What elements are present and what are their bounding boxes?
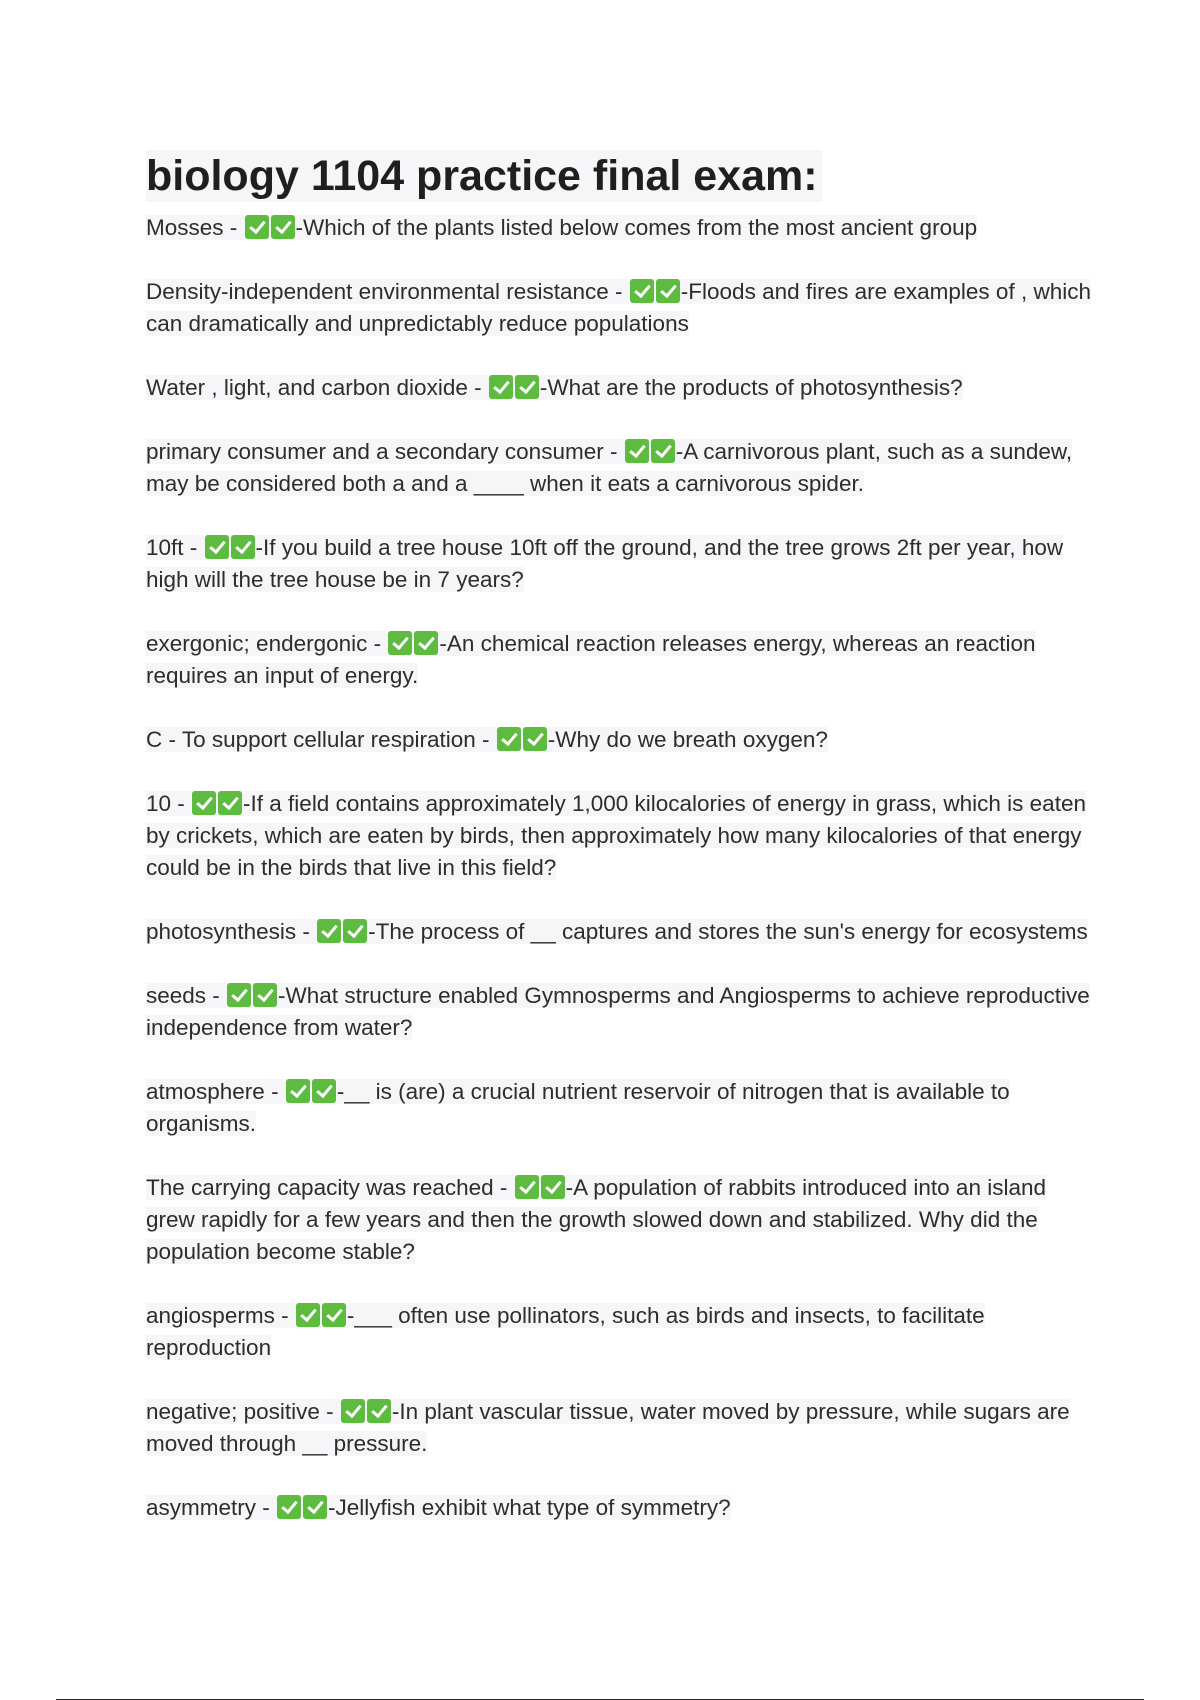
flashcard-entry xyxy=(146,628,1096,692)
question-text: ___ often use pollinators, such as birds and insects, to facilitate reproduction xyxy=(146,1303,985,1360)
flashcard-text: Mosses - -Which of the plants listed below comes from the most ancient group xyxy=(146,215,978,240)
answer-text: Mosses xyxy=(146,215,224,240)
question-text: What are the products of photosynthesis? xyxy=(547,375,963,400)
check-mark-icon xyxy=(497,727,521,751)
flashcard-entry xyxy=(146,980,1096,1044)
flashcard-entry xyxy=(146,724,1096,756)
check-mark-icon xyxy=(312,1079,336,1103)
check-mark-icon xyxy=(192,791,216,815)
flashcard-entry xyxy=(146,788,1096,884)
check-mark-icon xyxy=(414,631,438,655)
question-text: Jellyfish exhibit what type of symmetry? xyxy=(335,1495,731,1520)
answer-text: asymmetry xyxy=(146,1495,257,1520)
check-mark-icon xyxy=(656,279,680,303)
answer-text: photosynthesis xyxy=(146,919,297,944)
answer-text: primary consumer and a secondary consumer xyxy=(146,439,604,464)
flashcard-entry xyxy=(146,436,1096,500)
flashcard-entry xyxy=(146,212,1096,244)
answer-text: 10 xyxy=(146,791,172,816)
answer-text: The carrying capacity was reached xyxy=(146,1175,494,1200)
check-mark-icon xyxy=(630,279,654,303)
check-mark-icon xyxy=(277,1495,301,1519)
check-mark-icon xyxy=(286,1079,310,1103)
answer-text: exergonic; endergonic xyxy=(146,631,368,656)
check-mark-icon xyxy=(367,1399,391,1423)
flashcard-entry xyxy=(146,1396,1096,1460)
flashcard-entry xyxy=(146,372,1096,404)
check-mark-icon xyxy=(489,375,513,399)
check-mark-icon xyxy=(322,1303,346,1327)
check-mark-icon xyxy=(625,439,649,463)
answer-text: atmosphere xyxy=(146,1079,265,1104)
question-text: Why do we breath oxygen? xyxy=(555,727,828,752)
flashcard-text: atmosphere - -__ is (are) a crucial nutrient reservoir of nitrogen that is available to organisms. xyxy=(146,1079,1010,1136)
check-mark-icon xyxy=(343,919,367,943)
flashcard-list xyxy=(146,212,1096,1600)
flashcard-entry xyxy=(146,1172,1096,1268)
flashcard-entry xyxy=(146,916,1096,948)
check-mark-icon xyxy=(651,439,675,463)
flashcard-entry xyxy=(146,276,1096,340)
check-mark-icon xyxy=(523,727,547,751)
answer-text: seeds xyxy=(146,983,207,1008)
flashcard-text: Water , light, and carbon dioxide - -What are the products of photosynthesis? xyxy=(146,375,963,400)
flashcard-text: seeds - -What structure enabled Gymnosperms and Angiosperms to achieve reproductive independence from water? xyxy=(146,983,1090,1040)
check-mark-icon xyxy=(303,1495,327,1519)
flashcard-text: negative; positive - -In plant vascular tissue, water moved by pressure, while sugars are moved through __ pressure. xyxy=(146,1399,1070,1456)
flashcard-entry xyxy=(146,1492,1096,1524)
flashcard-entry xyxy=(146,1300,1096,1364)
check-mark-icon xyxy=(317,919,341,943)
check-mark-icon xyxy=(205,535,229,559)
question-text: If you build a tree house 10ft off the ground, and the tree grows 2ft per year, how high will the tree house be in 7 years? xyxy=(146,535,1064,592)
answer-text: angiosperms xyxy=(146,1303,275,1328)
question-text: What structure enabled Gymnosperms and Angiosperms to achieve reproductive independence from water? xyxy=(146,983,1090,1040)
flashcard-text: 10ft - -If you build a tree house 10ft off the ground, and the tree grows 2ft per year, how high will the tree house be in 7 years? xyxy=(146,535,1064,592)
question-text: __ is (are) a crucial nutrient reservoir of nitrogen that is available to organisms. xyxy=(146,1079,1010,1136)
check-mark-icon xyxy=(541,1175,565,1199)
check-mark-icon xyxy=(515,1175,539,1199)
answer-text: Water , light, and carbon dioxide xyxy=(146,375,468,400)
question-text: A carnivorous plant, such as a sundew, may be considered both a and a ____ when it eats a carnivorous spider. xyxy=(146,439,1073,496)
question-text: Floods and fires are examples of , which can dramatically and unpredictably reduce populations xyxy=(146,279,1091,336)
check-mark-icon xyxy=(388,631,412,655)
question-text: In plant vascular tissue, water moved by pressure, while sugars are moved through __ pressure. xyxy=(146,1399,1070,1456)
answer-text: negative; positive xyxy=(146,1399,320,1424)
flashcard-text: C - To support cellular respiration - -Why do we breath oxygen? xyxy=(146,727,828,752)
check-mark-icon xyxy=(245,215,269,239)
flashcard-text: asymmetry - -Jellyfish exhibit what type of symmetry? xyxy=(146,1495,731,1520)
question-text: Which of the plants listed below comes from the most ancient group xyxy=(303,215,978,240)
check-mark-icon xyxy=(227,983,251,1007)
flashcard-entry xyxy=(146,532,1096,596)
check-mark-icon xyxy=(271,215,295,239)
flashcard-text: Density-independent environmental resistance - -Floods and fires are examples of , which can dramatically and unpredictably reduce populations xyxy=(146,279,1091,336)
flashcard-text: primary consumer and a secondary consumer - -A carnivorous plant, such as a sundew, may be considered both a and a ____ when it eats a carnivorous spider. xyxy=(146,439,1073,496)
question-text: An chemical reaction releases energy, whereas an reaction requires an input of energy. xyxy=(146,631,1036,688)
flashcard-text: exergonic; endergonic - -An chemical reaction releases energy, whereas an reaction requires an input of energy. xyxy=(146,631,1036,688)
answer-text: C - To support cellular respiration xyxy=(146,727,476,752)
flashcard-text: 10 - -If a field contains approximately 1,000 kilocalories of energy in grass, which is eaten by crickets, which are eaten by birds, then approximately how many kilocalories of that energy could be in the birds that live in this field? xyxy=(146,791,1086,880)
flashcard-text: photosynthesis - -The process of __ captures and stores the sun's energy for ecosystems xyxy=(146,919,1088,944)
flashcard-text: angiosperms - -___ often use pollinators, such as birds and insects, to facilitate reproduction xyxy=(146,1303,985,1360)
flashcard-text: The carrying capacity was reached - -A population of rabbits introduced into an island grew rapidly for a few years and then the growth slowed down and stabilized. Why did the population become stable? xyxy=(146,1175,1047,1264)
check-mark-icon xyxy=(515,375,539,399)
answer-text: 10ft xyxy=(146,535,184,560)
question-text: If a field contains approximately 1,000 kilocalories of energy in grass, which is eaten by crickets, which are eaten by birds, then approximately how many kilocalories of that energy could be in the birds that live in this field? xyxy=(146,791,1086,880)
check-mark-icon xyxy=(296,1303,320,1327)
check-mark-icon xyxy=(341,1399,365,1423)
check-mark-icon xyxy=(218,791,242,815)
document-title: biology 1104 practice final exam: xyxy=(146,150,822,202)
check-mark-icon xyxy=(253,983,277,1007)
answer-text: Density-independent environmental resistance xyxy=(146,279,609,304)
question-text: A population of rabbits introduced into an island grew rapidly for a few years and then the growth slowed down and stabilized. Why did the population become stable? xyxy=(146,1175,1047,1264)
question-text: The process of __ captures and stores the sun's energy for ecosystems xyxy=(375,919,1088,944)
flashcard-entry xyxy=(146,1076,1096,1140)
check-mark-icon xyxy=(231,535,255,559)
